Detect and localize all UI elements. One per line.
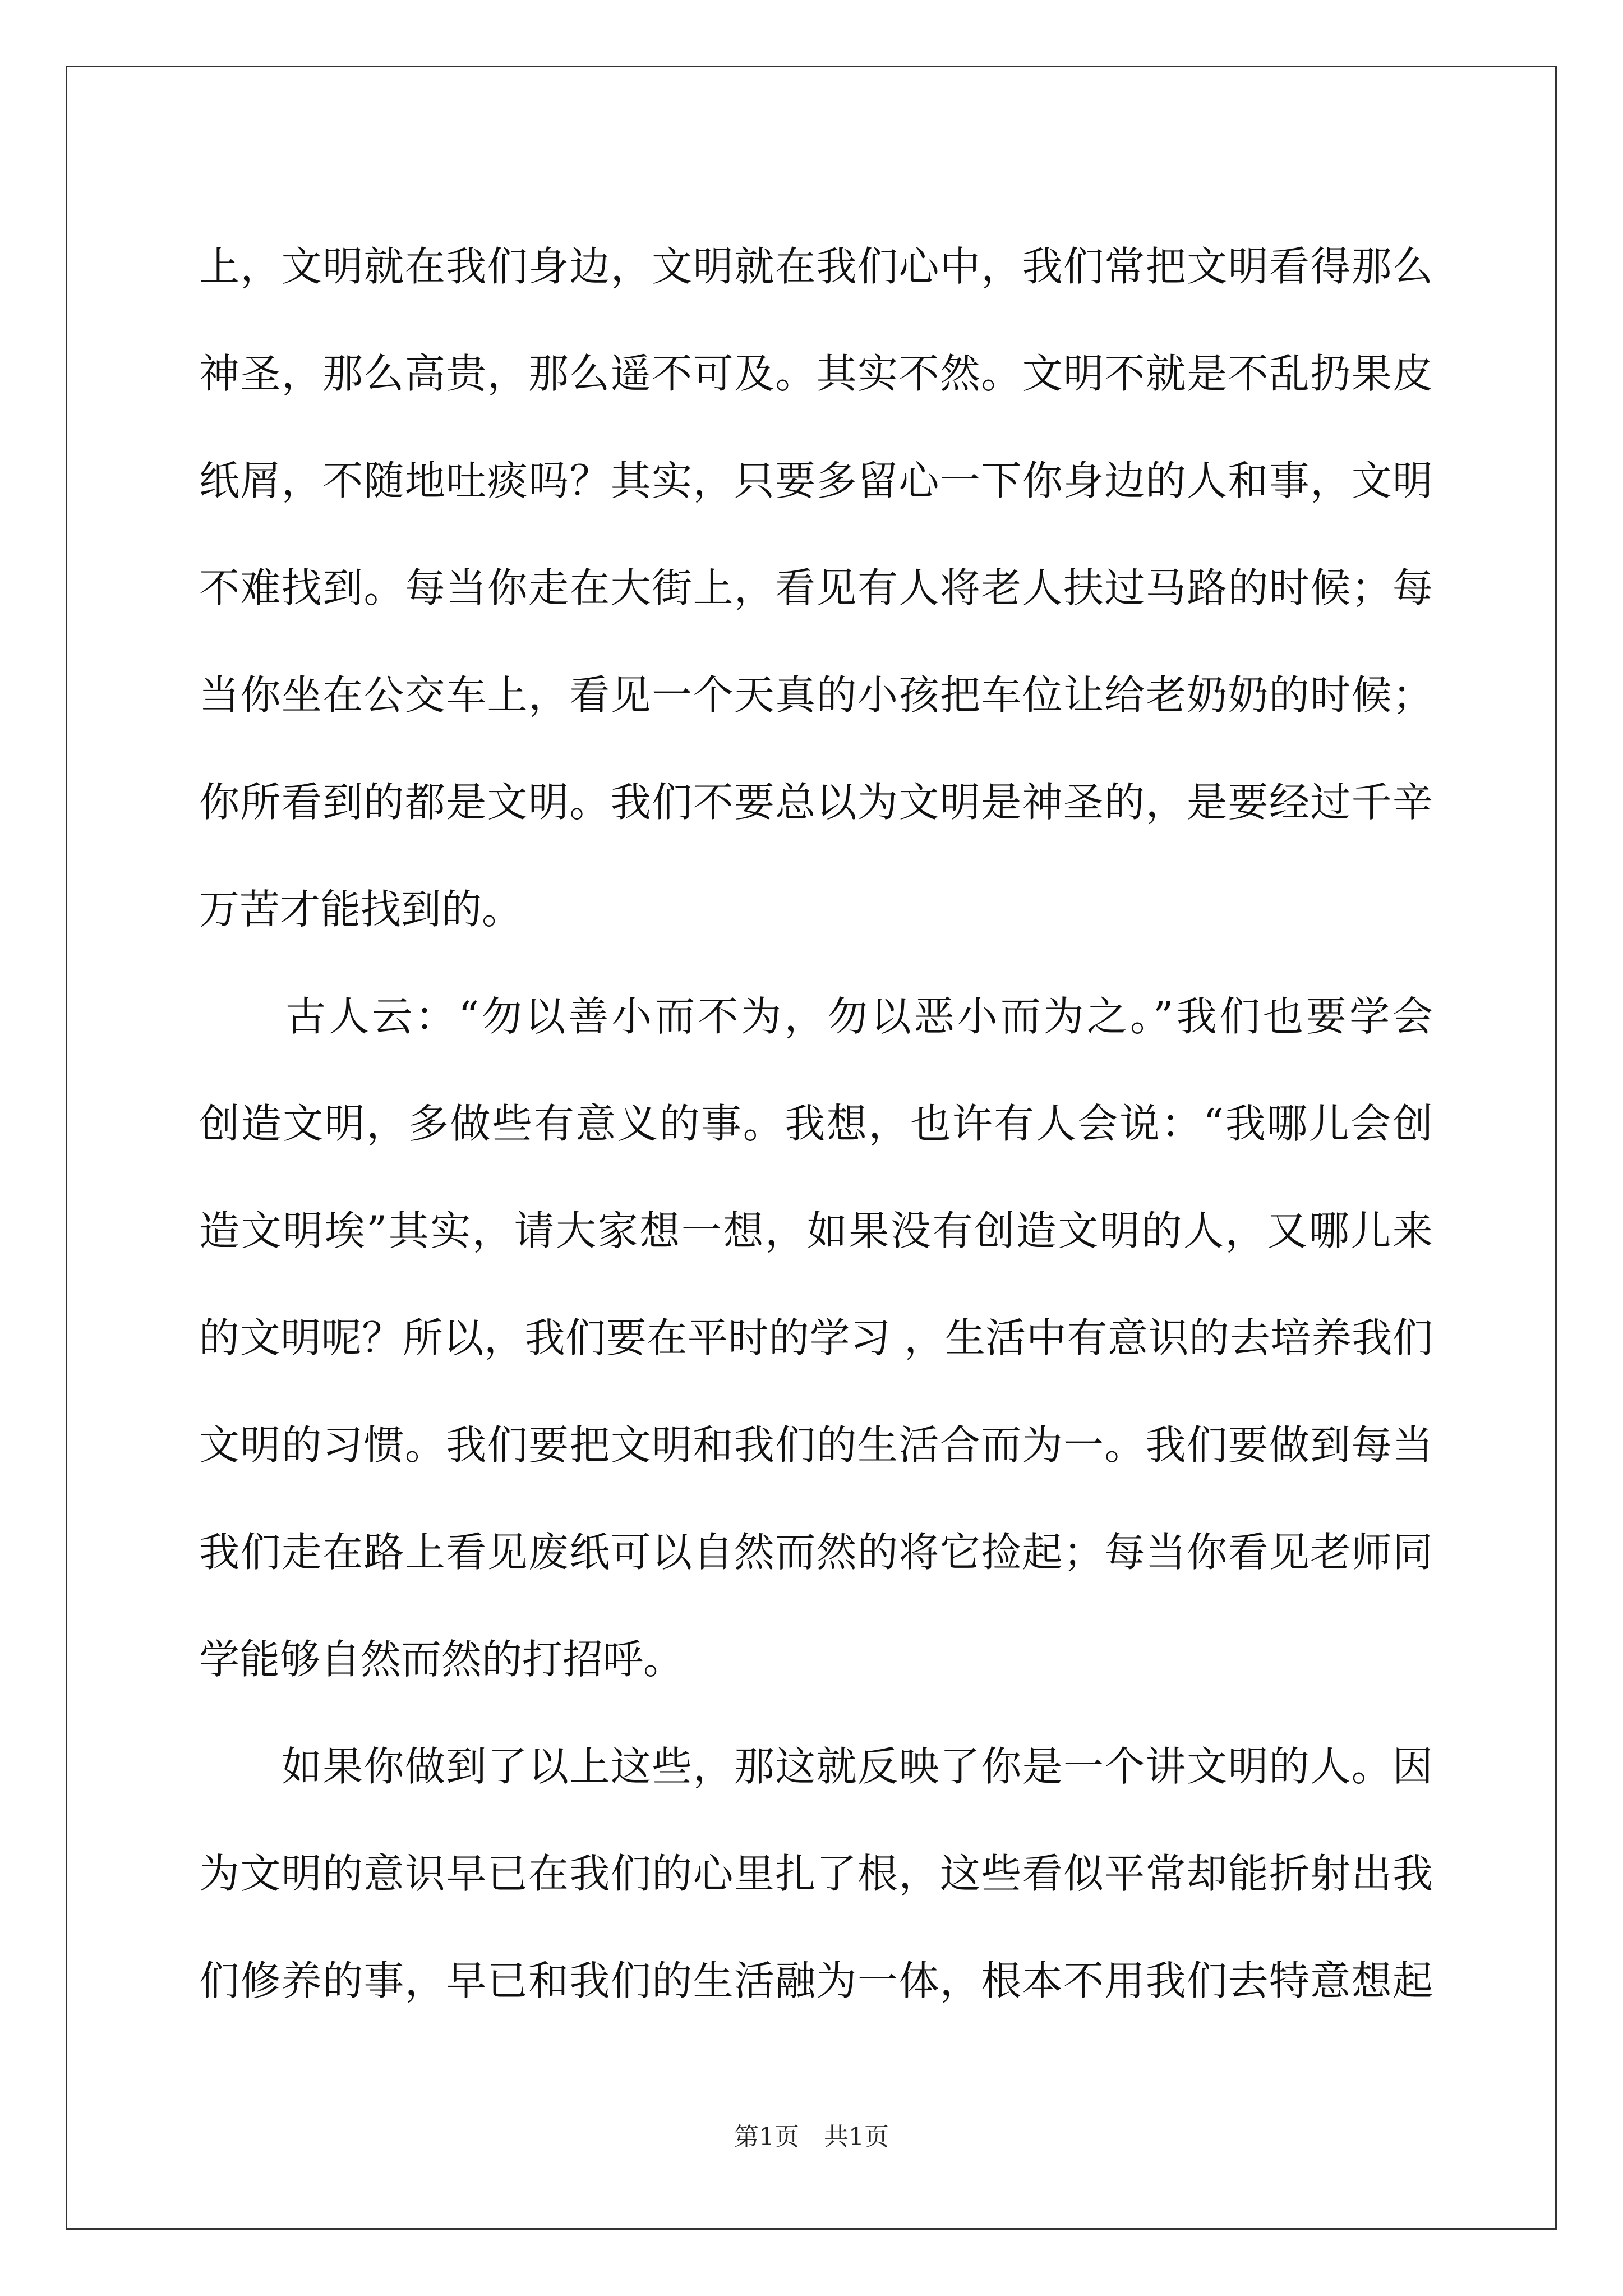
text-line: 神圣，那么高贵，那么遥不可及。其实不然。文明不就是不乱扔果皮 xyxy=(199,350,1433,397)
text-line: 学能够自然而然的打招呼。 xyxy=(199,1636,684,1683)
text-line: 文明的习惯。我们要把文明和我们的生活合而为一。我们要做到每当 xyxy=(199,1421,1433,1469)
text-line: 我们走在路上看见废纸可以自然而然的将它捡起；每当你看见老师同 xyxy=(199,1529,1433,1576)
text-line: 造文明埃”其实，请大家想一想，如果没有创造文明的人，又哪儿来 xyxy=(199,1207,1433,1254)
text-line: 上，文明就在我们身边，文明就在我们心中，我们常把文明看得那么 xyxy=(199,243,1433,290)
text-line: 如果你做到了以上这些，那这就反映了你是一个讲文明的人。因 xyxy=(199,1743,1433,1790)
text-line: 为文明的意识早已在我们的心里扎了根，这些看似平常却能折射出我 xyxy=(199,1850,1433,1897)
text-line: 纸屑，不随地吐痰吗？其实，只要多留心一下你身边的人和事，文明 xyxy=(199,457,1433,504)
text-line: 不难找到。每当你走在大街上，看见有人将老人扶过马路的时候；每 xyxy=(199,564,1433,611)
text-line: 的文明呢？所以，我们要在平时的学习 ，生活中有意识的去培养我们 xyxy=(199,1314,1433,1361)
page-footer: 第1页 共1页 xyxy=(734,2123,889,2151)
document-body xyxy=(199,213,1433,2035)
text-line: 你所看到的都是文明。我们不要总以为文明是神圣的，是要经过千辛 xyxy=(199,779,1433,826)
text-line: 创造文明，多做些有意义的事。我想，也许有人会说：“我哪儿会创 xyxy=(199,1100,1433,1147)
text-line: 们修养的事，早已和我们的生活融为一体，根本不用我们去特意想起 xyxy=(199,1957,1433,2004)
text-line: 古人云：“勿以善小而不为，勿以恶小而为之。”我们也要学会 xyxy=(199,993,1433,1040)
text-line: 当你坐在公交车上，看见一个天真的小孩把车位让给老奶奶的时候； xyxy=(199,671,1433,719)
text-line: 万苦才能找到的。 xyxy=(199,886,523,933)
